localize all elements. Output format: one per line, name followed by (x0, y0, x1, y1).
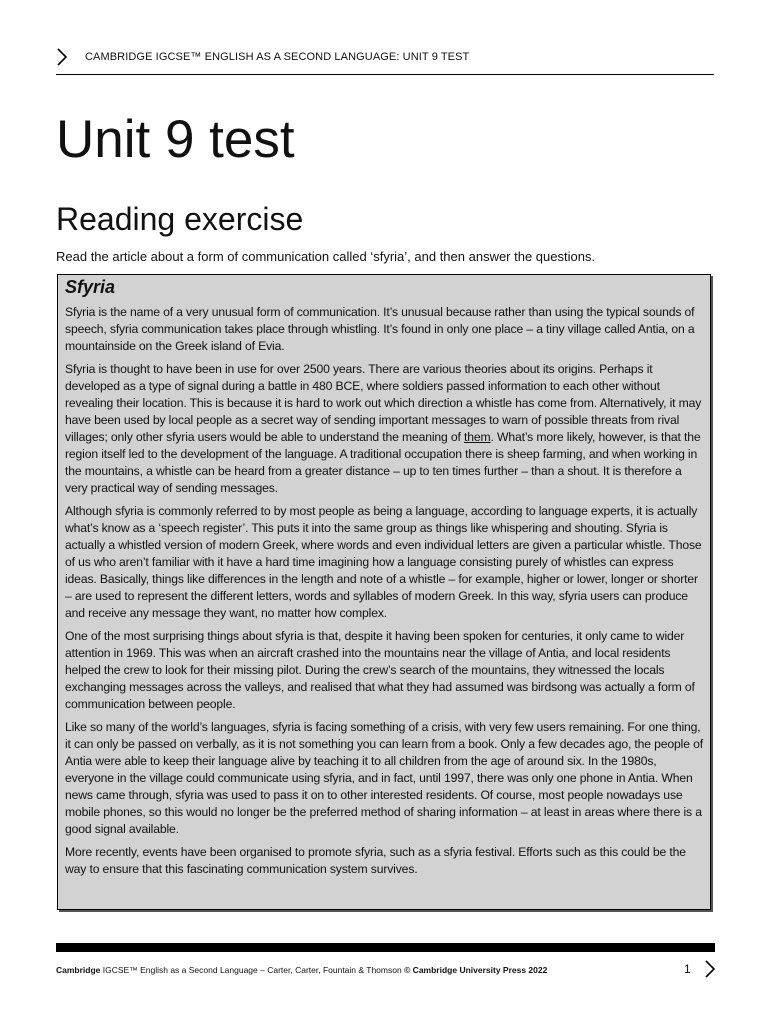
article-paragraph-5: Like so many of the world’s languages, sfyria is facing something of a crisis, with very few users remaining. For one thing, it can only be passed on verbally, as it is not something you can learn from a book. Only a few decades ago, the people of Antia were able to keep their language alive by teaching it to all children from the age of around six. In the 1980s, everyone in the village could communicate using sfyria, and in fact, until 1997, there was only one phone in Antia. When news came through, sfyria was used to pass it on to other interested residents. Of course, most people nowadays use mobile phones, so this would no longer be the preferred method of sharing information – at least in areas where there is a good signal available. (65, 720, 703, 836)
page-title: Unit 9 test (56, 110, 295, 169)
page-number: 1 (684, 962, 691, 976)
article-box (57, 274, 711, 910)
running-title: CAMBRIDGE IGCSE™ ENGLISH AS A SECOND LANGUAGE: UNIT 9 TEST (85, 51, 470, 63)
chevron-right-icon[interactable] (704, 960, 716, 978)
chevron-right-icon (56, 48, 68, 66)
article-paragraph-1: Sfyria is the name of a very unusual form of communication. It’s unusual because rather than using the typical sounds of speech, sfyria communication takes place through whistling. It’s found in only one place – a tiny village called Antia, on a mountainside on the Greek island of Evia. (65, 305, 695, 353)
article-body (65, 304, 705, 884)
footer-credit: Cambridge IGCSE™ English as a Second Language – Carter, Carter, Fountain & Thomson © Cambridge University Press 2022 (56, 965, 548, 975)
article-paragraph-6: More recently, events have been organised to promote sfyria, such as a sfyria festival. Efforts such as this could be the way to ensure that this fascinating communication system survives. (65, 845, 686, 876)
instruction-text: Read the article about a form of communication called ‘sfyria’, and then answer the questions. (56, 249, 596, 264)
underlined-word: them (464, 430, 491, 444)
article-paragraph-3: Although sfyria is commonly referred to by most people as being a language, according to language experts, it is actually what’s know as a ‘speech register’. This puts it into the same group as things like whispering and shouting. Sfyria is actually a whistled version of modern Greek, where words and even individual letters are given a particular whistle. Those of us who aren’t familiar with it have a hard time imagining how a language consisting purely of whistles can express ideas. Basically, things like differences in the length and note of a whistle – for example, higher or lower, longer or shorter – are used to represent the different letters, words and syllables of modern Greek. In this way, sfyria users can produce and receive any message they want, no matter how complex. (65, 504, 702, 620)
article-paragraph-4: One of the most surprising things about sfyria is that, despite it having been spoken for centuries, it only came to wider attention in 1969. This was when an aircraft crashed into the mountains near the village of Antia, and local residents helped the crew to look for their missing pilot. During the crew’s search of the mountains, they witnessed the locals exchanging messages across the valleys, and realised that what they had assumed was birdsong was actually a form of communication between people. (65, 629, 695, 711)
section-heading: Reading exercise (56, 201, 304, 237)
article-title: Sfyria (65, 277, 116, 297)
article-paragraph-2: Sfyria is thought to have been in use for over 2500 years. There are various theories about its origins. Perhaps it developed as a type of signal during a battle in 480 BCE, where soldiers passed information to each other without revealing their location. This is because it is hard to work out which direction a whistle has come from. Alternatively, it may have been used by local people as a secret way of sending important messages to warn of possible threats from rival villages; only other sfyria users would be able to understand the meaning of them. What’s more likely, however, is that the region itself led to the development of the language. A traditional occupation there is sheep farming, and when working in the mountains, a whistle can be heard from a greater distance – up to ten times further – than a shout. It is therefore a very practical way of sending messages. (65, 362, 702, 495)
footer-rule (56, 943, 715, 952)
running-header (56, 44, 714, 75)
